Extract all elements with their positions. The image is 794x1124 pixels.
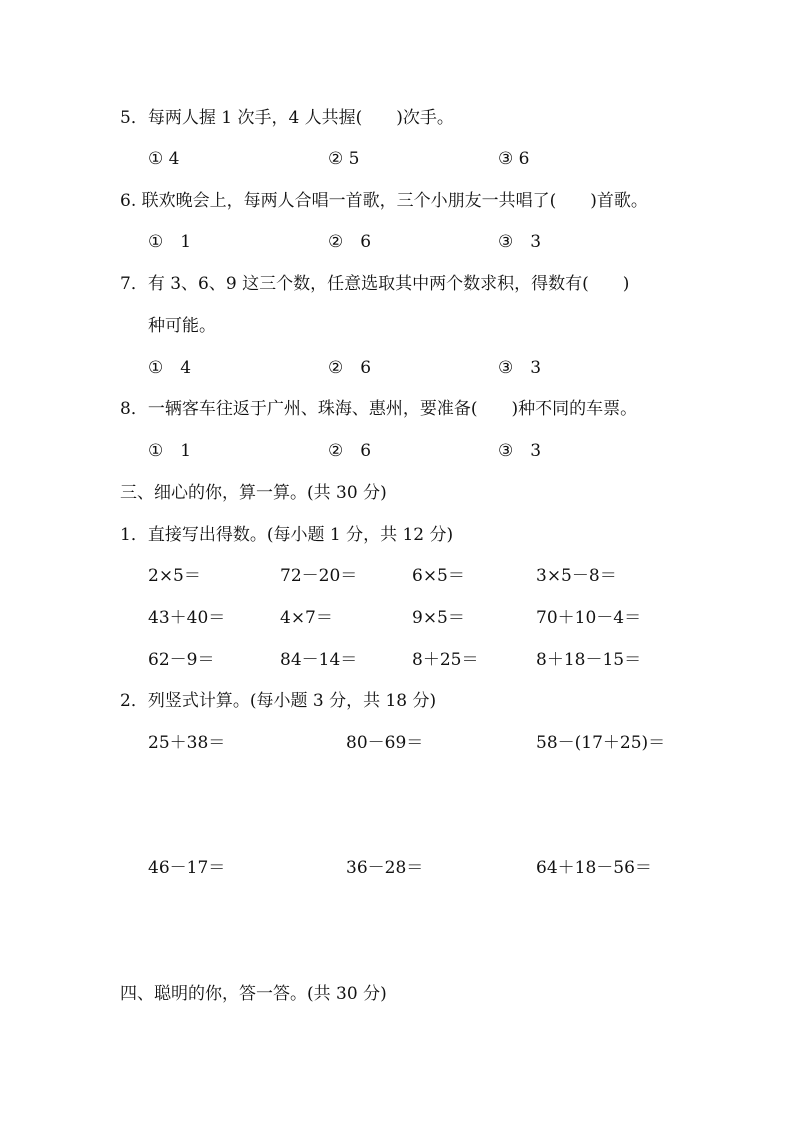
option-2: ② 6 xyxy=(328,358,372,378)
calc-item: 25＋38＝ xyxy=(148,733,226,753)
section-3-title: 三、细心的你，算一算。(共 30 分) xyxy=(120,483,387,503)
option-2: ② 5 xyxy=(328,149,360,169)
question-7-stem-line1: 7．有 3、6、9 这三个数，任意选取其中两个数求积，得数有( ) xyxy=(120,274,630,294)
calc-item: 70＋10－4＝ xyxy=(536,608,642,628)
calc-item: 72－20＝ xyxy=(280,566,358,586)
calc-item: 43＋40＝ xyxy=(148,608,226,628)
question-7-options xyxy=(148,356,648,380)
question-8-stem: 8．一辆客车往返于广州、珠海、惠州，要准备( )种不同的车票。 xyxy=(120,399,638,419)
option-1: ① 4 xyxy=(148,149,180,169)
calc-item: 9×5＝ xyxy=(412,608,465,628)
question-8-options xyxy=(148,439,648,463)
calc-item: 84－14＝ xyxy=(280,650,358,670)
calc-item: 36－28＝ xyxy=(346,858,424,878)
calc-item: 58－(17＋25)＝ xyxy=(536,733,666,753)
question-5-options xyxy=(148,147,648,171)
option-2: ② 6 xyxy=(328,441,372,461)
section-3-part-1-title: 1．直接写出得数。(每小题 1 分，共 12 分) xyxy=(120,525,454,545)
calc-item: 8＋18－15＝ xyxy=(536,650,642,670)
question-6-stem: 6. 联欢晚会上，每两人合唱一首歌，三个小朋友一共唱了( )首歌。 xyxy=(120,191,648,211)
question-6-options xyxy=(148,230,648,254)
question-5-stem: 5．每两人握 1 次手，4 人共握( )次手。 xyxy=(120,108,454,128)
option-3: ③ 3 xyxy=(498,358,542,378)
calc-item: 3×5－8＝ xyxy=(536,566,617,586)
section-3-part-2-title: 2．列竖式计算。(每小题 3 分，共 18 分) xyxy=(120,691,437,711)
section-4-title: 四、聪明的你，答一答。(共 30 分) xyxy=(120,984,387,1004)
option-3: ③ 3 xyxy=(498,441,542,461)
option-1: ① 1 xyxy=(148,441,192,461)
calc-item: 46－17＝ xyxy=(148,858,226,878)
calc-item: 2×5＝ xyxy=(148,566,201,586)
option-2: ② 6 xyxy=(328,232,372,252)
calc-item: 80－69＝ xyxy=(346,733,424,753)
option-1: ① 1 xyxy=(148,232,192,252)
calc-item: 62－9＝ xyxy=(148,650,215,670)
calc-item: 64＋18－56＝ xyxy=(536,858,652,878)
question-7-stem-line2: 种可能。 xyxy=(148,316,216,336)
calc-item: 4×7＝ xyxy=(280,608,333,628)
option-3: ③ 3 xyxy=(498,232,542,252)
option-1: ① 4 xyxy=(148,358,192,378)
calc-item: 8＋25＝ xyxy=(412,650,479,670)
option-3: ③ 6 xyxy=(498,149,530,169)
calc-item: 6×5＝ xyxy=(412,566,465,586)
